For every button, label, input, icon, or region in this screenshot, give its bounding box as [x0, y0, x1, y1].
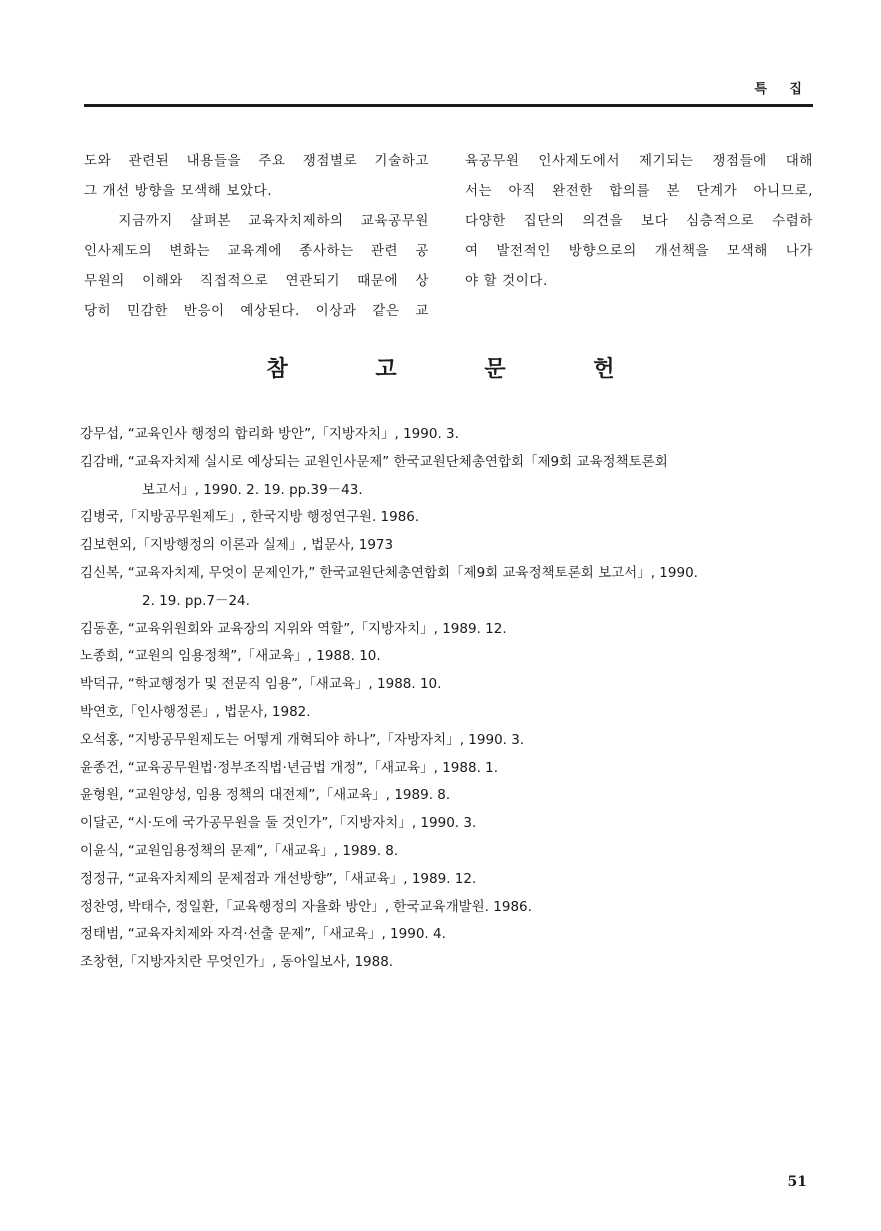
reference-item: 박연호,「인사행정론」, 법문사, 1982.: [80, 703, 311, 720]
reference-item: 조창현,「지방자치란 무엇인가」, 동아일보사, 1988.: [80, 954, 394, 971]
body-line: 육공무원 인사제도에서 제기되는 쟁점들에 대해: [465, 153, 813, 169]
reference-item: 이윤식, “교원임용정책의 문제”,「새교육」, 1989. 8.: [80, 842, 399, 859]
reference-item: 강무섭, “교육인사 행정의 합리화 방안”,「지방자치」, 1990. 3.: [80, 426, 459, 442]
body-line: 야 할 것이다.: [465, 273, 548, 289]
body-line: 무원의 이해와 직접적으로 연관되기 때문에 상: [84, 273, 429, 289]
reference-item: 윤종건, “교육공무원법·정부조직법·년금법 개정”,「새교육」, 1988. 1.: [80, 759, 499, 776]
reference-item: 김신복, “교육자치제, 무엇이 문제인가,” 한국교원단체총연합회「제9회 교육정책토론회 보고서」, 1990.: [80, 564, 698, 581]
reference-item: 이달곤, “시·도에 국가공무원을 둘 것인가”,「지방자치」, 1990. 3.: [80, 815, 477, 832]
reference-item: 오석홍, “지방공무원제도는 어떻게 개혁되야 하나”,「자방자치」, 1990. 3.: [80, 731, 525, 748]
body-line: 그 개선 방향을 모색해 보았다.: [84, 183, 273, 199]
body-line: 여 발전적인 방향으로의 개선책을 모색해 나가: [465, 243, 813, 259]
reference-item: 김동훈, “교육위원회와 교육장의 지위와 역할”,「지방자치」, 1989. 12.: [80, 620, 507, 637]
reference-item-continuation: 2. 19. pp.7－24.: [142, 592, 250, 609]
page-number: 51: [787, 1174, 807, 1190]
reference-item: 윤형원, “교원양성, 임용 정책의 대전제”,「새교육」, 1989. 8.: [80, 787, 451, 804]
body-line: 인사제도의 변화는 교육계에 종사하는 관련 공: [84, 243, 429, 259]
reference-item: 박덕규, “학교행정가 및 전문직 임용”,「새교육」, 1988. 10.: [80, 676, 442, 693]
reference-item: 정정규, “교육자치제의 문제점과 개선방향”,「새교육」, 1989. 12.: [80, 870, 477, 887]
body-column-right: [465, 146, 813, 296]
body-line: 지금까지 살펴본 교육자치제하의 교육공무원: [84, 213, 429, 229]
body-line: 당히 민감한 반응이 예상된다. 이상과 같은 교: [84, 303, 429, 319]
body-line: 도와 관련된 내용들을 주요 쟁점별로 기술하고: [84, 153, 429, 169]
reference-item: 김보현외,「지방행정의 이론과 실제」, 법문사, 1973: [80, 537, 394, 554]
body-line: 다양한 집단의 의견을 보다 심층적으로 수렴하: [465, 213, 813, 229]
body-column-left: [84, 146, 429, 326]
header-rule: [84, 104, 813, 107]
references-title: 참 고 문 헌: [266, 357, 655, 382]
reference-item: 김병국,「지방공무원제도」, 한국지방 행정연구원. 1986.: [80, 509, 420, 526]
reference-item-continuation: 보고서」, 1990. 2. 19. pp.39－43.: [142, 481, 363, 498]
body-line: 서는 아직 완전한 합의를 본 단계가 아니므로,: [465, 183, 813, 199]
reference-item: 김감배, “교육자치제 실시로 예상되는 교원인사문제” 한국교원단체총연합회「제9회 교육정책토론회: [80, 453, 668, 470]
reference-item: 정찬영, 박태수, 정일환,「교육행정의 자율화 방안」, 한국교육개발원. 1986.: [80, 898, 532, 915]
reference-item: 정태범, “교육자치제와 자격·선출 문제”,「새교육」, 1990. 4.: [80, 926, 446, 943]
section-label: 특 집: [754, 82, 811, 97]
reference-item: 노종희, “교원의 임용정책”,「새교육」, 1988. 10.: [80, 648, 381, 665]
references-list: [80, 421, 810, 977]
